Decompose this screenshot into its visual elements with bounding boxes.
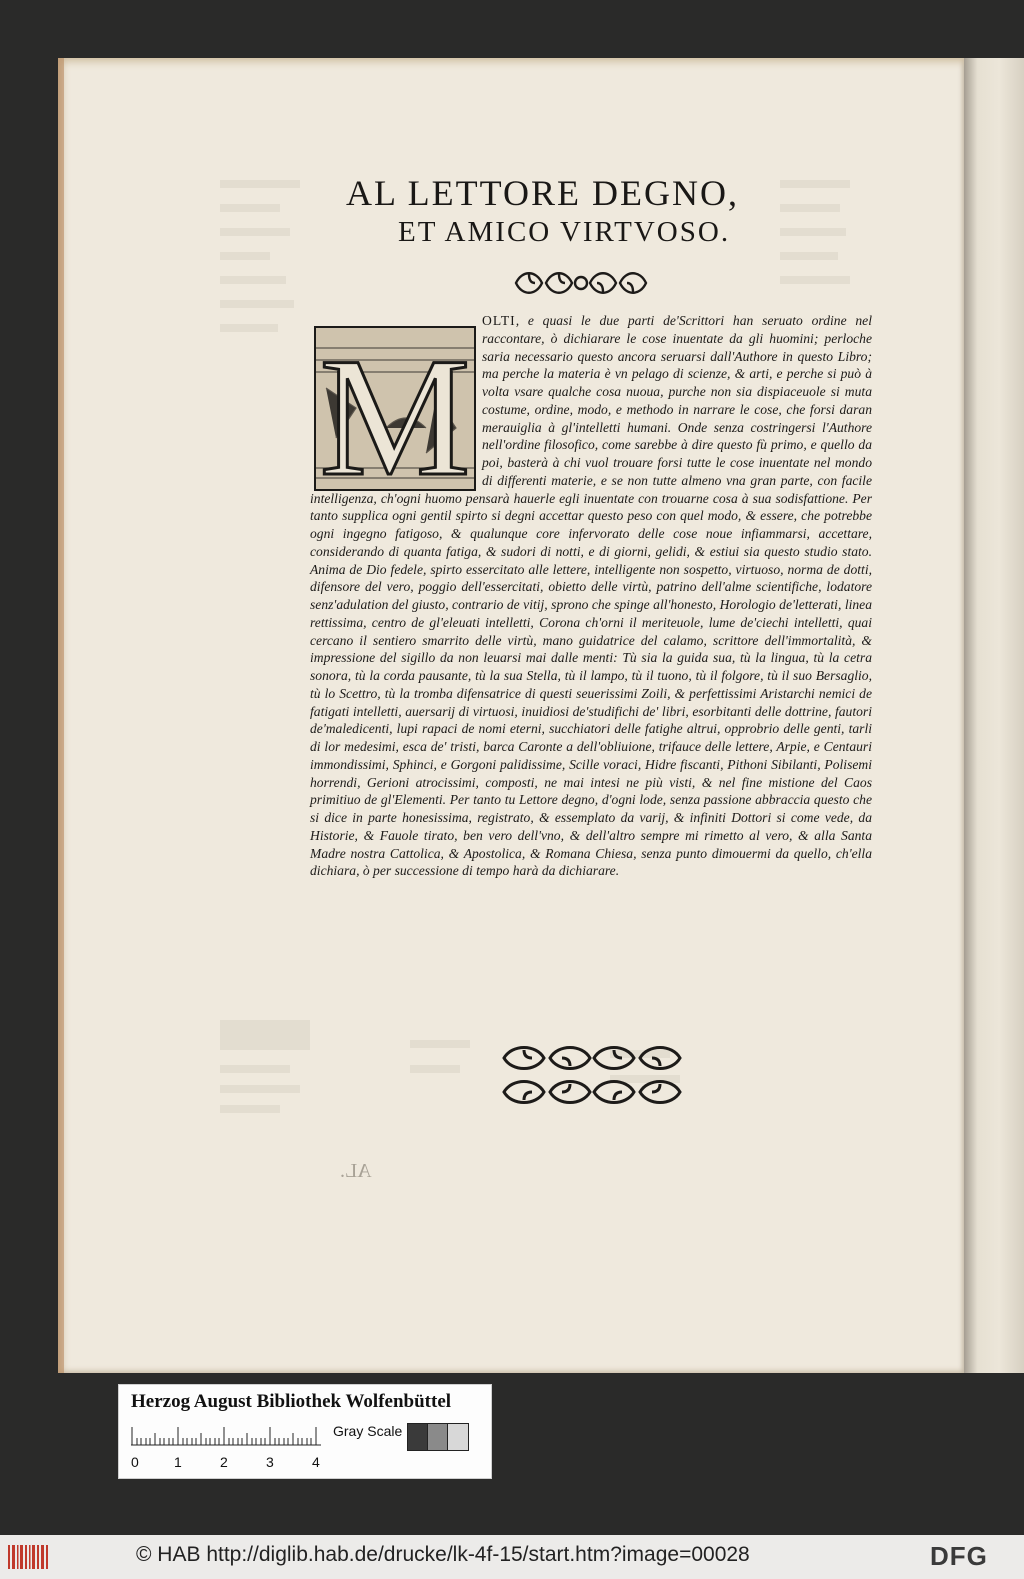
initial-spacer: [310, 312, 482, 484]
lead-word: OLTI: [482, 313, 516, 328]
gray-swatch-light: [447, 1423, 469, 1451]
institution-name: Herzog August Bibliothek Wolfenbüttel: [131, 1391, 452, 1412]
facing-page-edge: [962, 58, 1024, 1373]
scale-label-card: [118, 1384, 492, 1479]
ruler-number: 2: [220, 1454, 228, 1470]
page-title: AL LETTORE DEGNO,: [346, 173, 739, 213]
initial-letter: M: [319, 328, 471, 489]
gray-scale-label: Gray Scale: [333, 1423, 403, 1439]
footer-bar: [0, 1535, 1024, 1579]
fleuron-band-icon: [512, 266, 650, 300]
ruler-number: 3: [266, 1454, 274, 1470]
ruler-number: 1: [174, 1454, 182, 1470]
gray-swatch-mid: [427, 1423, 449, 1451]
ruler-icon: [131, 1423, 327, 1473]
gray-swatch-dark: [407, 1423, 429, 1451]
copyright-link[interactable]: © HAB http://diglib.hab.de/drucke/lk-4f-15/start.htm?image=00028: [136, 1543, 750, 1566]
barcode-icon: [8, 1545, 48, 1569]
ruler-number: 4: [312, 1454, 320, 1470]
page-subtitle: ET AMICO VIRTVOSO.: [398, 216, 731, 248]
body-paragraph: [310, 312, 872, 880]
fleuron-block-icon: [498, 1042, 686, 1108]
dfg-logo: DFG: [930, 1541, 988, 1571]
body-text: , e quasi le due parti de'Scrittori han seruato ordine nel raccontare, ò dichiarare le cose inuentate da gli huomini; perloche saria necessario questo ancora seruarsi dall'Authore in questo Libro; ma perche la materia è vn pelago di scienze, & arti, e perche si può à volta vsare qualche cosa nuoua, purche non sia dispiaceuole si muta costume, ordine, modo, e methodo in narrare le cose, che forsi daran merauiglia à gl'intelletti humani. Onde senza costringersi l'Authore nell'ordine filosofico, come sarebbe à dire questo fù primo, e quello da poi, basterà à chi vuol trouare forsi tutte le cose inuentate nel mondo di differenti materie, e se non tutte almeno vna gran parte, con facile intelligenza, ch'ogni huomo pensarà hauerle egli inuentate con trouarne cosa à sua sodisfattione. Per tanto supplica ogni gentil spirto si degni accettar questo peso con quel modo, & essere, che potrebbe ogni ingegno fatigoso, & qualunque core infervorato delle cose noue infiammarsi, accettare, considerando di quanta fatiga, & sudori di notti, e di giorni, gelidi, & estiui sia questo studio stato. Anima de Dio fedele, spirto essercitato alle lettere, intelligente non sospetto, virtuoso, norma de dotti, difensore del vero, poggio dell'essercitati, obietto delle virtù, patrino dell'alme scientifiche, lodatore senz'adulation del giusto, contrario de vitij, sprono che spinge all'honesto, Horologio de'letterati, linea rettissima, centro de gl'eleuati intelletti, Corona ch'orni il meriteuole, lume de'ciechi intelletti, quai cercano il sentiero smarrito delle virtù, mano guidatrice del calamo, scrittore dell'immortalità, & impressione del sigillo da non leuarsi mai dalle menti: Tù sia la guida sua, tù la lingua, tù la cetra sonora, tù la corda pausante, tù la sua Stella, tù il lampo, tù il tuono, tù il folgore, tù il suo Bersaglio, tù lo Scettro, tù la tromba difensatrice di questi seuerissimi Zoili, & perfettissimi Aristarchi nemici de fatigati intelletti, auersarij di virtuosi, inuidiosi de'studifichi de' libri, esorbitanti delle dottrine, fautori de'maledicenti, lupi rapaci de nomi eterni, succhiatori delle fatighe altrui, opprobrio delle genti, tarli di lor medesimi, esca de' tristi, barca Caronte a dell'obliuione, trifauce delle lettere, Arpie, e Centauri immondissimi, Sphinci, e Gorgoni palidissime, Scille voraci, Hidre fiscanti, Pithoni Sibilanti, Polisemi horrendi, Gerioni atrocissimi, composti, ne mai intesi ne più visti, & nel fine mistione del Caos primitiuo de gl'Elementi. Per tanto tu Lettore degno, d'ogni lode, senza passione abbraccia questo che si dice in parte honesissima, registrato, & essemplato da varij, & infiniti Dottori si come vede, da Historie, & Fauole tirato, ben vero dell'vno, & dell'altro sempre mi rimetto al vero, & alla Santa Madre nostra Cattolica, & Apostolica, & Romana Chiesa, senza punto dimouermi da quello, ch'ella dichiara, ò per successione di tempo harà da dichiarare.: [310, 313, 872, 879]
mirrored-catchword: AL.: [340, 1160, 372, 1182]
ruler-number: 0: [131, 1454, 139, 1470]
